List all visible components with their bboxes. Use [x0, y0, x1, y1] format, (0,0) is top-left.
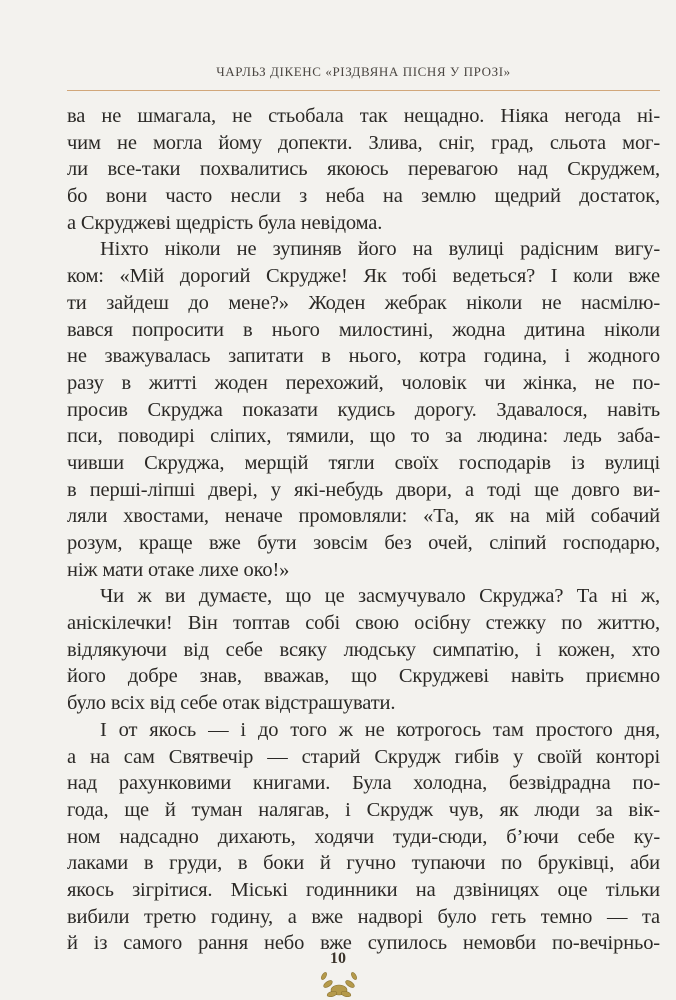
text-line: Ніхто ніколи не зупиняв його на вулиці радісним вигу- [100, 238, 660, 261]
text-line: Чи ж ви думаєте, що це засмучувало Скруджа? Та ні ж, [100, 585, 660, 608]
text-line: чим не могла йому допекти. Злива, сніг, град, сльота мог- [67, 131, 660, 154]
header-rule [67, 90, 660, 91]
text-line: ли все-таки похвалитись якоюсь перевагою над Скруджем, [67, 158, 660, 181]
running-header: ЧАРЛЬЗ ДІКЕНС «РІЗДВЯНА ПІСНЯ У ПРОЗІ» [216, 64, 511, 79]
text-line: над рахунковими книгами. Була холодна, безвідрадна по- [67, 772, 660, 795]
text-line: ва не шмагала, не стьобала так нещадно. Ніяка негода ні- [67, 105, 660, 127]
laurel-ornament-icon [318, 960, 360, 1000]
text-line: разу в житті жоден перехожий, чоловік чи жінка, не по- [67, 371, 660, 394]
text-line: ти зайдеш до мене?» Жоден жебрак ніколи не насмілю- [67, 291, 660, 314]
text-line: вибили третю годину, а вже надворі було геть темно — та [67, 905, 660, 928]
page-number: 10 [330, 950, 346, 967]
text-line: бо вони часто несли з неба на землю щедрий достаток, [67, 185, 660, 208]
text-line: ляли хвостами, неначе промовляли: «Та, як на мій собачий [67, 505, 660, 528]
text-line: ном надсадно дихають, ходячи туди-сюди, б’ючи себе ку- [67, 825, 660, 848]
text-line: а Скруджеві щедрість була невідома. [67, 211, 383, 234]
text-line: його добре знав, вважав, що Скруджеві навіть приємно [67, 665, 660, 688]
text-line: пси, поводирі сліпих, тямили, що то за людина: ледь заба- [67, 425, 660, 448]
text-line: не зважувалась запитати в нього, котра година, і жодного [67, 345, 660, 368]
text-line: розум, краще вже бути зовсім без очей, сліпий господарю, [67, 532, 660, 554]
text-line: просив Скруджа показати кудись дорогу. Здавалося, навіть [67, 398, 660, 421]
text-line: года, ще й туман налягав, і Скрудж чув, як люди за вік- [67, 798, 660, 821]
text-line: ком: «Мій дорогий Скрудже! Як тобі ведеться? І коли вже [67, 265, 660, 288]
text-line: чивши Скруджа, мерщій тягли своїх господарів із вулиці [67, 451, 660, 474]
text-line: відлякуючи від себе всяку людську симпатію, і кожен, хто [67, 638, 660, 661]
body-text [67, 103, 660, 957]
text-line: й із самого рання небо вже супилось немовби по-вечірньо- [67, 932, 660, 955]
text-line: було всіх від себе отак відстрашувати. [67, 692, 396, 715]
text-line: ніж мати отаке лихе око!» [67, 558, 290, 581]
text-line: а на сам Святвечір — старий Скрудж гибів у своїй конторі [67, 745, 660, 768]
text-line: вався попросити в нього милостині, жодна дитина ніколи [67, 318, 660, 341]
text-line: аніскілечки! Він топтав собі свою осібну стежку по життю, [67, 612, 660, 635]
text-line: лаками в груди, в боки й гучно тупаючи по бруківці, аби [67, 852, 660, 875]
text-line: І от якось — і до того ж не котрогось там простого дня, [100, 718, 660, 741]
text-line: якось зігрітися. Міські годинники на дзвіницях оце тільки [67, 878, 660, 901]
text-line: в перші-ліпші двері, у які-небудь двори, а тоді ще довго ви- [67, 478, 660, 501]
